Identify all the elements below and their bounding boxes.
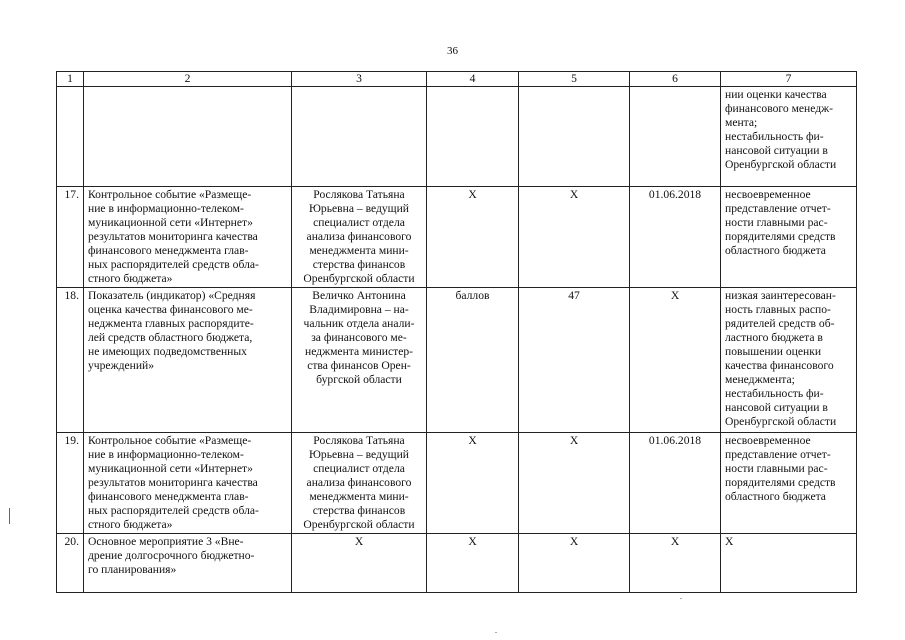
responsible-cell: Рослякова Татьяна Юрьевна – ведущий специалист отдела анализа финансового менеджмента мини- стерства финансов Оренбургской области [292, 433, 427, 534]
column-header: 2 [84, 72, 292, 87]
column-header: 1 [57, 72, 84, 87]
row-number: 17. [57, 187, 84, 288]
event-name-cell: Контрольное событие «Размеще- ние в информационно-телеком- муникационной сети «Интернет» результатов мониторинга качества финансового менеджмента глав- ных распорядителей средств обла- стного бюджета» [84, 433, 292, 534]
row-number: 19. [57, 433, 84, 534]
column-header: 4 [427, 72, 519, 87]
scan-speck [680, 598, 682, 599]
value-cell [519, 87, 630, 187]
table-row [57, 187, 857, 288]
row-number [57, 87, 84, 187]
responsible-cell: Величко Антонина Владимировна – на- чальник отдела анали- за финансового ме- неджмента министер- ства финансов Орен- бургской области [292, 288, 427, 433]
column-header: 6 [630, 72, 721, 87]
date-cell [630, 87, 721, 187]
unit-cell: баллов [427, 288, 519, 433]
risks-cell: несвоевременное представление отчет- ности главными рас- порядителями средств областного бюджета [721, 433, 857, 534]
responsible-cell [292, 87, 427, 187]
value-cell: Х [519, 187, 630, 288]
responsible-cell: Рослякова Татьяна Юрьевна – ведущий специалист отдела анализа финансового менеджмента мини- стерства финансов Оренбургской области [292, 187, 427, 288]
risks-cell: низкая заинтересован- ность главных распо- рядителей средств об- ластного бюджета в повышении оценки качества финансового менеджмента; нестабильность фи- нансовой ситуации в Оренбургской области [721, 288, 857, 433]
table-row [57, 87, 857, 187]
row-number: 18. [57, 288, 84, 433]
value-cell: 47 [519, 288, 630, 433]
table-row [57, 534, 857, 593]
row-number: 20. [57, 534, 84, 593]
unit-cell: Х [427, 433, 519, 534]
unit-cell [427, 87, 519, 187]
activity-name-cell: Основное мероприятие 3 «Вне- дрение долгосрочного бюджетно- го планирования» [84, 534, 292, 593]
event-name-cell: Контрольное событие «Размеще- ние в информационно-телеком- муникационной сети «Интернет» результатов мониторинга качества финансового менеджмента глав- ных распорядителей средств обла- стного бюджета» [84, 187, 292, 288]
risks-cell: несвоевременное представление отчет- ности главными рас- порядителями средств областного бюджета [721, 187, 857, 288]
value-cell: Х [519, 433, 630, 534]
unit-cell: Х [427, 187, 519, 288]
date-cell: Х [630, 288, 721, 433]
responsible-cell: Х [292, 534, 427, 593]
page-number: 36 [447, 45, 458, 57]
scan-margin-mark [9, 508, 10, 524]
column-header: 5 [519, 72, 630, 87]
event-name-cell [84, 87, 292, 187]
table-row [57, 288, 857, 433]
date-cell: 01.06.2018 [630, 187, 721, 288]
unit-cell: Х [427, 534, 519, 593]
column-header: 3 [292, 72, 427, 87]
risks-cell: Х [721, 534, 857, 593]
value-cell: Х [519, 534, 630, 593]
risks-cell: нии оценки качества финансового менедж- мента; нестабильность фи- нансовой ситуации в Оренбургской области [721, 87, 857, 187]
column-header: 7 [721, 72, 857, 87]
column-number-row [57, 72, 857, 87]
date-cell: 01.06.2018 [630, 433, 721, 534]
plan-table [56, 71, 857, 593]
scan-speck [495, 632, 497, 633]
indicator-name-cell: Показатель (индикатор) «Средняя оценка качества финансового ме- неджмента главных распорядите- лей средств областного бюджета, не имеющих подведомственных учреждений» [84, 288, 292, 433]
table-row [57, 433, 857, 534]
date-cell: Х [630, 534, 721, 593]
